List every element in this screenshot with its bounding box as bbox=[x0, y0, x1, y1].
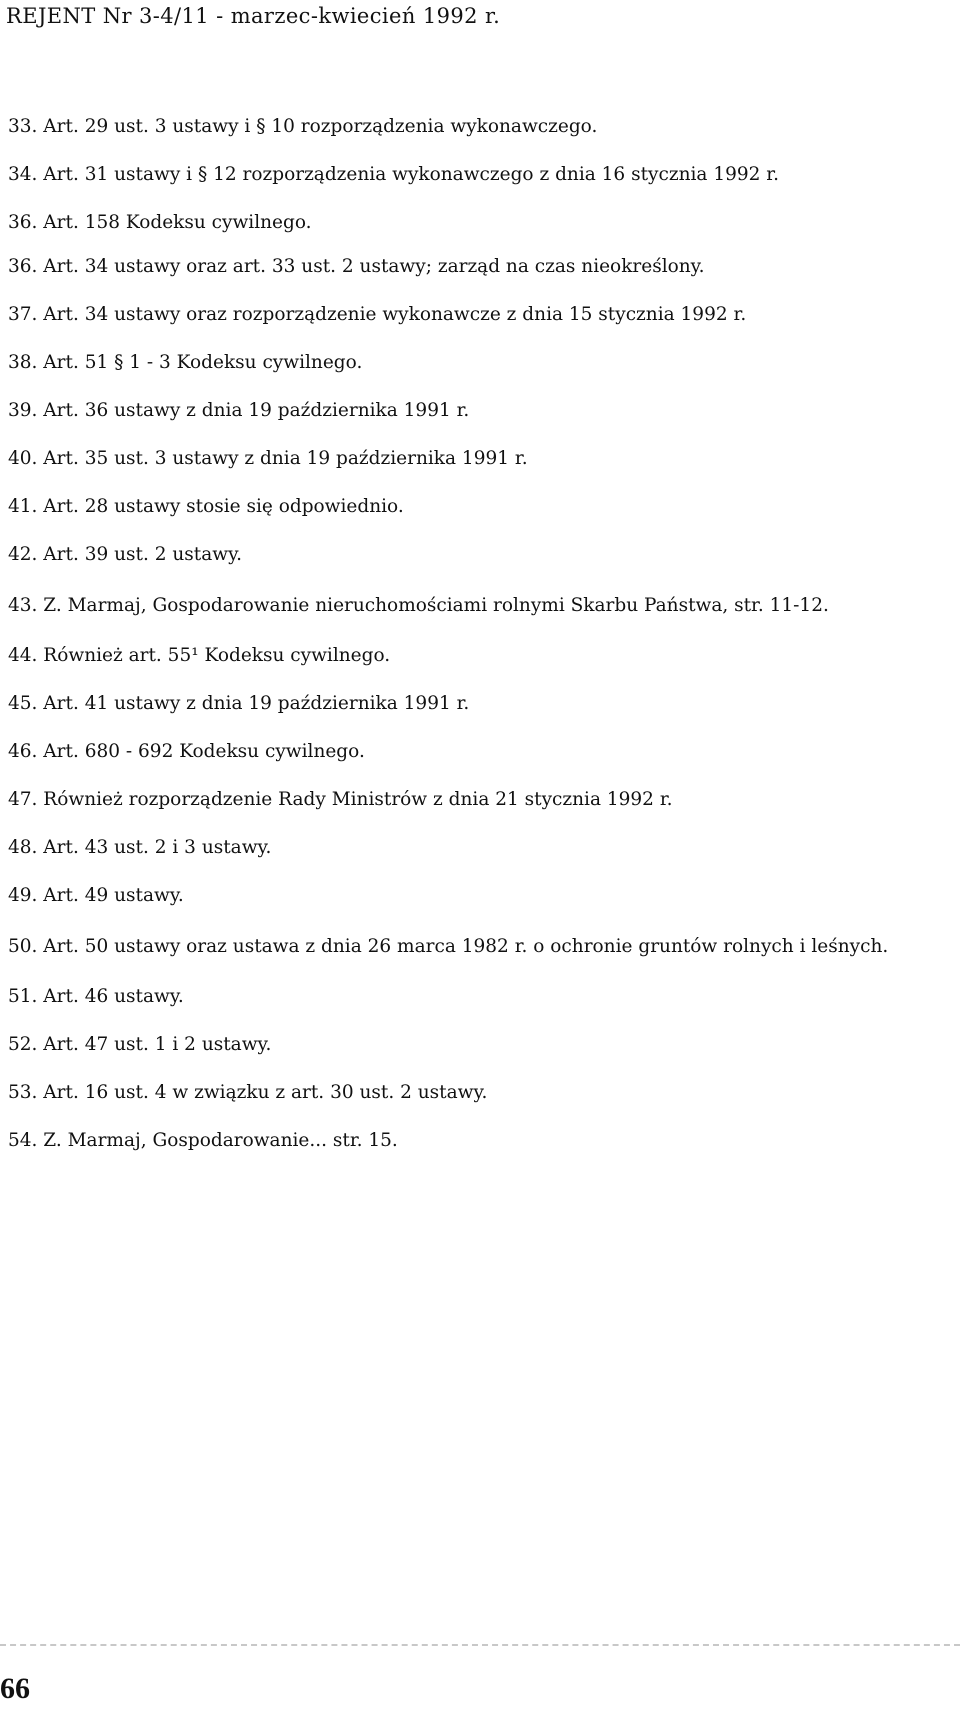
footnote-39: 39. Art. 36 ustawy z dnia 19 października 1991 r. bbox=[8, 400, 470, 421]
footnote-53: 53. Art. 16 ust. 4 w związku z art. 30 ust. 2 ustawy. bbox=[8, 1082, 488, 1103]
footnote-54: 54. Z. Marmaj, Gospodarowanie... str. 15. bbox=[8, 1130, 398, 1151]
footnote-36b: 36. Art. 34 ustawy oraz art. 33 ust. 2 ustawy; zarząd na czas nieokreślony. bbox=[8, 256, 705, 277]
footnote-48: 48. Art. 43 ust. 2 i 3 ustawy. bbox=[8, 837, 272, 858]
footnote-38: 38. Art. 51 § 1 - 3 Kodeksu cywilnego. bbox=[8, 352, 363, 373]
footnote-41: 41. Art. 28 ustawy stosie się odpowiednio. bbox=[8, 496, 404, 517]
footnote-50: 50. Art. 50 ustawy oraz ustawa z dnia 26 marca 1982 r. o ochronie gruntów rolnych i leśnych. bbox=[8, 936, 889, 957]
footer-divider bbox=[0, 1644, 960, 1646]
footnote-43: 43. Z. Marmaj, Gospodarowanie nieruchomościami rolnymi Skarbu Państwa, str. 11-12. bbox=[8, 595, 829, 616]
footnote-36a: 36. Art. 158 Kodeksu cywilnego. bbox=[8, 212, 312, 233]
footnote-34: 34. Art. 31 ustawy i § 12 rozporządzenia wykonawczego z dnia 16 stycznia 1992 r. bbox=[8, 164, 779, 185]
footnote-51: 51. Art. 46 ustawy. bbox=[8, 986, 184, 1007]
footnotes-list bbox=[8, 115, 952, 1177]
page-header: REJENT Nr 3-4/11 - marzec-kwiecień 1992 r. bbox=[6, 4, 501, 28]
footnote-47: 47. Również rozporządzenie Rady Ministrów z dnia 21 stycznia 1992 r. bbox=[8, 789, 673, 810]
footnote-37: 37. Art. 34 ustawy oraz rozporządzenie wykonawcze z dnia 15 stycznia 1992 r. bbox=[8, 304, 747, 325]
footnote-52: 52. Art. 47 ust. 1 i 2 ustawy. bbox=[8, 1034, 272, 1055]
footnote-46: 46. Art. 680 - 692 Kodeksu cywilnego. bbox=[8, 741, 365, 762]
page-number: 66 bbox=[0, 1672, 30, 1705]
footnote-44: 44. Również art. 55¹ Kodeksu cywilnego. bbox=[8, 645, 391, 666]
footnote-45: 45. Art. 41 ustawy z dnia 19 października 1991 r. bbox=[8, 693, 470, 714]
footnote-33: 33. Art. 29 ust. 3 ustawy i § 10 rozporządzenia wykonawczego. bbox=[8, 116, 598, 137]
footnote-42: 42. Art. 39 ust. 2 ustawy. bbox=[8, 544, 242, 565]
footnote-49: 49. Art. 49 ustawy. bbox=[8, 885, 184, 906]
footnote-40: 40. Art. 35 ust. 3 ustawy z dnia 19 października 1991 r. bbox=[8, 448, 528, 469]
